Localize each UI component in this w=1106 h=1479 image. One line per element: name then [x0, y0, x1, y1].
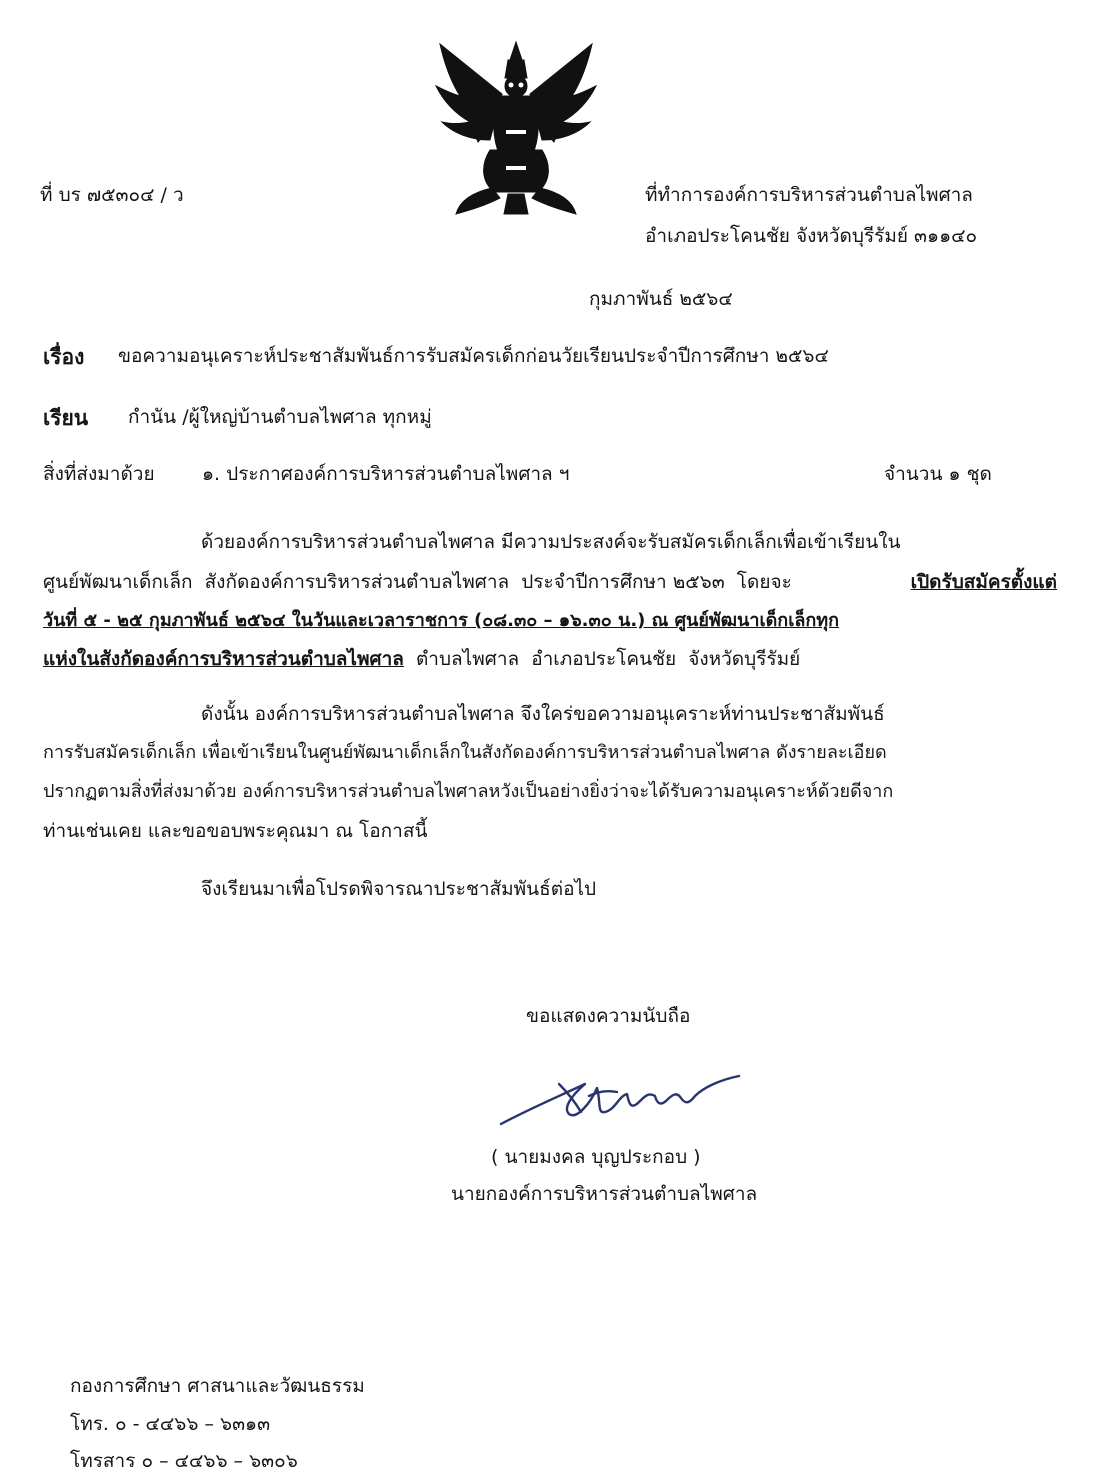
enclosure-item: ๑. ประกาศองค์การบริหารส่วนตำบลไพศาล ฯ: [202, 463, 570, 485]
enclosure-quantity: จำนวน ๑ ชุด: [884, 463, 992, 485]
sender-address-line-2: อำเภอประโคนชัย จังหวัดบุรีรัมย์ ๓๑๑๔๐: [645, 225, 978, 247]
letter-date: กุมภาพันธ์ ๒๕๖๔: [589, 288, 733, 310]
paragraph-2-line-1: ดังนั้น องค์การบริหารส่วนตำบลไพศาล จึงใคร่ขอความอนุเคราะห์ท่านประชาสัมพันธ์: [201, 703, 885, 725]
sender-address-line-1: ที่ทำการองค์การบริหารส่วนตำบลไพศาล: [645, 184, 973, 206]
footer-phone: โทร. ๐ - ๔๔๖๖ – ๖๓๑๓: [70, 1413, 271, 1435]
paragraph-1-line-3-emphasis: วันที่ ๕ - ๒๕ กุมภาพันธ์ ๒๕๖๔ ในวันและเวลาราชการ (๐๘.๓๐ – ๑๖.๓๐ น.) ณ ศูนย์พัฒนาเด็กเล็กทุก: [43, 610, 840, 631]
signature-icon: [497, 1062, 742, 1128]
paragraph-1-line-2: [43, 571, 1057, 594]
paragraph-1-line-1: ด้วยองค์การบริหารส่วนตำบลไพศาล มีความประสงค์จะรับสมัครเด็กเล็กเพื่อเข้าเรียนใน: [201, 531, 901, 553]
subject-text: ขอความอนุเคราะห์ประชาสัมพันธ์การรับสมัครเด็กก่อนวัยเรียนประจำปีการศึกษา ๒๕๖๔: [118, 345, 829, 367]
footer-fax: โทรสาร ๐ – ๔๔๖๖ – ๖๓๐๖: [70, 1450, 298, 1472]
paragraph-2-line-2: การรับสมัครเด็กเล็ก เพื่อเข้าเรียนในศูนย์พัฒนาเด็กเล็กในสังกัดองค์การบริหารส่วนตำบลไพศาล ดังรายละเอียด: [43, 742, 887, 763]
reference-number: ที่ บร ๗๕๓๐๔ / ว: [40, 184, 184, 206]
paragraph-1-line-4-emphasis: แห่งในสังกัดองค์การบริหารส่วนตำบลไพศาล: [43, 648, 404, 670]
footer-department: กองการศึกษา ศาสนาและวัฒนธรรม: [70, 1375, 365, 1397]
paragraph-2-line-4: ท่านเช่นเคย และขอขอบพระคุณมา ณ โอกาสนี้: [43, 820, 428, 842]
enclosure-label: สิ่งที่ส่งมาด้วย: [43, 463, 155, 485]
signer-name: ( นายมงคล บุญประกอบ ): [491, 1146, 701, 1168]
paragraph-1-line-4: [43, 648, 800, 671]
subject-label: เรื่อง: [43, 345, 85, 369]
garuda-emblem-icon: [430, 38, 602, 216]
regards-text: ขอแสดงความนับถือ: [526, 1005, 691, 1027]
closing-line: จึงเรียนมาเพื่อโปรดพิจารณาประชาสัมพันธ์ต่อไป: [201, 878, 597, 900]
paragraph-2-line-3: ปรากฏตามสิ่งที่ส่งมาด้วย องค์การบริหารส่วนตำบลไพศาลหวังเป็นอย่างยิ่งว่าจะได้รับความอนุเคราะห์ด้วยดีจาก: [43, 781, 894, 802]
paragraph-1-line-4-plain: ตำบลไพศาล อำเภอประโคนชัย จังหวัดบุรีรัมย์: [403, 648, 801, 670]
recipient-label: เรียน: [43, 406, 89, 430]
recipient-text: กำนัน /ผู้ใหญ่บ้านตำบลไพศาล ทุกหมู่: [128, 406, 432, 428]
paragraph-1-line-2-plain: ศูนย์พัฒนาเด็กเล็ก สังกัดองค์การบริหารส่วนตำบลไพศาล ประจำปีการศึกษา ๒๕๖๓ โดยจะ: [43, 571, 792, 593]
paragraph-1-line-2-emphasis: เปิดรับสมัครตั้งแต่: [910, 571, 1057, 593]
signer-position: นายกองค์การบริหารส่วนตำบลไพศาล: [451, 1183, 758, 1205]
